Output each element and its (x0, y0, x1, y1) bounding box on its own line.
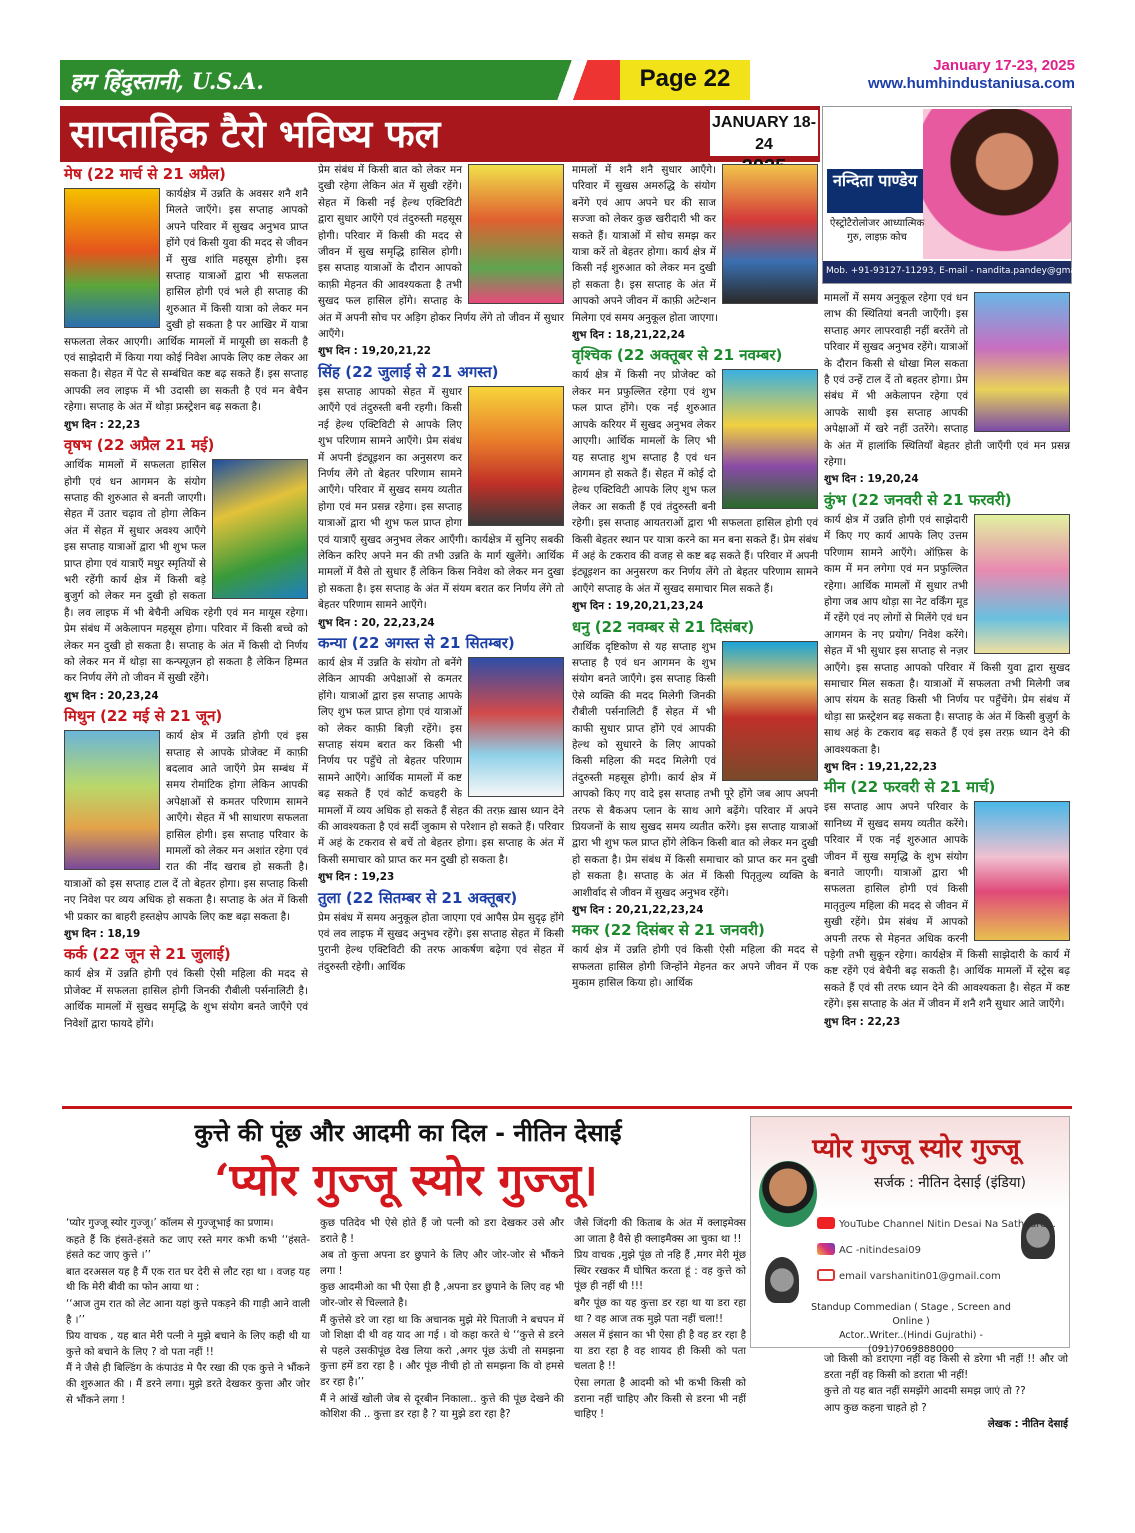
sign-mithun-shubh: शुभ दिन : 18,19 (64, 928, 141, 941)
sign-mithun-title: मिथुन (22 मई से 21 जून) (64, 707, 223, 726)
article-title: ‘प्योर गुज्जू स्योर गुज्जू। (214, 1155, 598, 1206)
author-name: नन्दिता पाण्डेय (827, 169, 923, 213)
sign-dhanu-text: आर्थिक दृष्टिकोण से यह सप्ताह शुभ सप्ताह है एवं धन आगमन के शुभ संयोग बनते जाएँगे। इस सप्ताह किसी ऐसे व्यक्ति की मदद मिलेगी जिनकी रौबीली पर्सनालिटी हैं सेहत में भी काफी सुधार प्राप्त होंगे एवं आपकी हेल्थ को सुधारने के लिए आपको किसी महिला की मदद मिलेगी एवं तंदुरुस्ती महसूस होगी। कार्य क्षेत्र में आपको किए गए वादे इस सप्ताह तभी पूरे होंगे जब आप अपनी तरफ से बैकअप प्लान के साथ आगे बढ़ेंगे। परिवार में अपने प्रियजनों के साथ सुखद समय व्यतीत करेंगे। इस सप्ताह यात्राओं द्वारा भी शुभ फल प्राप्त होंगे लेकिन किसी बात को लेकर मन दुखी हो सकता है। प्रेम संबंध में किसी समाचार को प्राप्त कर मन दुखी हो सकता है। सप्ताह के अंत में किसी पितृतुल्य व्यक्ति के आशीर्वाद से जीवन में सुखद अनुभव रहेंगे। (572, 640, 818, 899)
tarot-card-dhanu (722, 641, 818, 781)
article-para: प्रिय वाचक ,मुझे पूंछ तो नहि हैं ,मगर मेरी मूंछ स्थिर रखकर मैं घोषित करता हूं : वह कुत्ते को पूंछ ही नहीं थी !!! (574, 1250, 746, 1293)
article-para: असल में इंसान का भी ऐसा ही है वह डर रहा है या डरा रहा है वह शायद ही किसी को पता चलता है !! (574, 1330, 746, 1373)
sign-vrishabh-shubh: शुभ दिन : 20,23,24 (64, 689, 159, 702)
promo-instagram-text: AC -nitindesai09 (839, 1245, 921, 1256)
sign-kumbh-text: कार्य क्षेत्र में उन्नति होगी एवं साझेदारी में किए गए कार्य आपके लिए उत्तम परिणाम सामने आएँगे। ऑफ़िस के काम में मन लगेगा एवं मन प्रफुल्लित रहेगा। आर्थिक मामलों में सुधार तभी होगा जब आप थोड़ा सा नेट वर्किंग मूड में रहेंगे एवं नए लोगों से मिलेंगे एवं धन आगमन के नए प्रयोग/ निवेश करेंगे। सेहत में भी सुधार इस सप्ताह से नज़र आएँगे। इस सप्ताह आपको परिवार में किसी युवा द्वारा सुखद समाचार मिल सकता है। यात्राओं में सफलता तभी मिलेगी जब आप संयम के सतह किसी भी निर्णय पर पहुँचेंगे। प्रेम संबंध में थोड़ा सा फ्रस्ट्रेशन बढ़ सकता है। सप्ताह के अंत में किसी बुज़ुर्ग के साथ अहं के टकराव बढ़ सकते हैं एवं इस तरफ़ ध्यान देने की आवश्यकता है। (824, 513, 1070, 756)
column-1 (64, 162, 308, 1030)
author-photo (923, 109, 1071, 259)
article-para: आप कुछ कहना चाहते हो ? (824, 1402, 927, 1414)
article-para: कुछ पतिदेव भी ऐसे होते हैं जो पत्नी को डरा देखकर उसे और डराते है ! (320, 1218, 564, 1245)
article-para: मैं ने जैसे ही बिल्डिंग के कंपाउंड मे पैर रखा की एक कुत्ते ने भौंकने की शुरुआत की । मैं डरने लगा। मुझे डरते देखकर कुत्ता और जोर से भौंकने लगा ! (66, 1363, 310, 1406)
article-para: जैसे जिंदगी की किताब के अंत में क्लाइमेक्स आ जाता है वैसे ही क्लाइमैक्स आ चुका था !! (574, 1218, 746, 1245)
sign-kanya-shubh: शुभ दिन : 19,23 (318, 871, 395, 884)
article-para: कहते हैं कि हंसते-हंसते कट जाए रस्ते मगर कभी कभी ‘‘हंसते-हंसते कट जाए कुत्ते ।’’ (66, 1234, 310, 1262)
article-para: मैं कुत्तेसे डरे जा रहा था कि अचानक मुझे मेरे पिताजी ने बचपन में जो शिक्षा दी थी वह याद आ गई । वो कहा करते थे ‘‘कुत्ते से डरने से पहले उसकीपूंछ देख लिया करो ,अगर पूंछ ऊंची तो समझना कुत्ता हमें डरा रहा है । और पूंछ नीची हो तो समझना कि वो हमसे डर रहा है।’’ (320, 1314, 564, 1388)
tarot-card-kark (468, 164, 564, 304)
tarot-card-makar (974, 292, 1070, 432)
sign-mesh-title: मेष (22 मार्च से 21 अप्रैल) (64, 165, 226, 183)
tarot-card-kumbh (974, 514, 1070, 654)
brand-stripe (530, 60, 620, 100)
promo-title: प्योर गुज्जू स्योर गुज्जू (812, 1134, 1020, 1164)
article-column-3 (574, 1216, 746, 1516)
article-para: अब तो कुत्ता अपना डर छुपाने के लिए और जोर-जोर से भौंकने लगा ! (320, 1250, 564, 1277)
tarot-card-singh (468, 386, 564, 526)
sign-kanya-text: कार्य क्षेत्र में उन्नति के संयोग तो बनेंगे लेकिन आपकी अपेक्षाओं से कमतर होंगे। यात्राओं द्वारा इस सप्ताह आपके लिए शुभ फल प्राप्त होगा एवं यात्राओं को लेकर काफ़ी बिज़ी रहेंगे। इस सप्ताह संयम बरात कर किसी भी निर्णय पर पहुँचे तो बेहतर परिणाम सामने आएँगे। आर्थिक मामलों में कष्ट बढ़ सकते हैं एवं कोर्ट कचहरी के मामलों में व्यय अधिक हो सकते हैं सेहत की तरफ़ ख़ास ध्यान देने की आवश्यकता है एवं सर्दी जुकाम से परेशान हो सकते हैं। परिवार में अहं के टकराव से बचें तो बेहतर होगा। इस सप्ताह के अंत में किसी समाचार को प्राप्त कर मन दुखी हो सकता है। (318, 656, 564, 866)
article-headline: कुत्ते की पूंछ और आदमी का दिल - नीतिन देसाई (194, 1119, 622, 1147)
issue-info (868, 57, 1075, 93)
article-author: लेखक : नीतिन देसाई (987, 1419, 1068, 1431)
sign-makar-text: कार्य क्षेत्र में उन्नति होगी एवं किसी ऐसी महिला की मदद से सफलता हासिल होगी जिन्होंने मेहनत कर अपने जीवन में एक मुकाम हासिल किया हो। आर्थिक (572, 944, 818, 990)
sign-tula-text: प्रेम संबंध में समय अनुकूल होता जाएगा एवं आपैस प्रेम सुदृढ़ होंगे एवं लव लाइफ में सुखद अनुभव रहेंगे। इस सप्ताह सेहत में किसी पुरानी हेल्थ एक्टिविटी की तरफ आकर्षण बढ़ेगा एवं सेहत में तंदुरुस्ती रहेगी। आर्थिक (318, 911, 564, 973)
week-range: JANUARY 18-24 (711, 114, 817, 153)
tarot-card-kanya (468, 657, 564, 797)
sign-dhanu-title: धनु (22 नवम्बर से 21 दिसंबर) (572, 617, 755, 636)
sign-kark-title: कर्क (22 जून से 21 जुलाई) (64, 945, 231, 964)
promo-footer (811, 1301, 1011, 1357)
sign-tula-cont: मामलों में शनै शनै सुधार आएँगे। परिवार में सुखस अमरुद्धि के संयोग बनेंगे एवं आप अपने घर की साज सज्जा को लेकर कुछ खरीदारी भी कर सकते हैं। यात्राओं में सोच समझ कर यात्रा करें तो बेहतर होगा। कार्य क्षेत्र में किसी नई शुरुआत को लेकर मन दुखी हो सकता है। इस सप्ताह के अंत में आपको अपने जीवन में काफ़ी अटेन्शन मिलेगा एवं समय अनुकूल होता जाएगा। (572, 164, 718, 324)
article-para: मैं ने आंखें खोली जेब से दूरबीन निकाला.. कुत्ते की पूंछ देखने की कोशिश की .. कुत्ता डर रहा है ? या मुझे डरा रहा है? (320, 1393, 564, 1421)
tarot-card-tula (722, 164, 818, 304)
promo-footer-line1: Standup Commedian ( Stage , Screen and Online ) (811, 1302, 1011, 1327)
article-para: बगैर पूंछ का यह कुत्ता डर रहा था या डरा रहा था ? वह आज तक मुझे पता नहीं चला!! (574, 1297, 746, 1325)
sign-mithun-text: कार्य क्षेत्र में उन्नति होगी एवं इस सप्ताह से आपके प्रोजेक्ट में काफ़ी बदलाव आते जाएँगे प्रेम सम्बंध में समय रोमांटिक होगा लेकिन आपकी अपेक्षाओं से कमतर परिणाम सामने आएँगे। सेहत में भी साधारण सफलता हासिल होगी। इस सप्ताह परिवार के मामलों को लेकर मन अशांत रहेगा एवं रात की नींद खराब हो सकती है। यात्राओं को इस सप्ताह टाल दें तो बेहतर होगा। इस सप्ताह किसी नए निवेश पर व्यय अधिक हो सकता है। सप्ताह के अंत में किसी भी प्रकार का बाहरी हस्तक्षेप आपके लिए कष्ट बढ़ा सकता है। (64, 730, 308, 923)
sign-vrishabh-title: वृषभ (22 अप्रैल 21 मई) (64, 436, 215, 455)
sign-tula-shubh: शुभ दिन : 18,21,22,24 (572, 329, 686, 342)
article-column-1 (66, 1216, 310, 1516)
promo-email[interactable] (817, 1269, 1001, 1282)
column-3 (572, 162, 818, 1109)
sign-singh-title: सिंह (22 जुलाई से 21 अगस्त) (318, 362, 499, 381)
sign-singh-text: इस सप्ताह आपको सेहत में सुधार आएँगे एवं तंदुरुस्ती बनी रहगी। किसी नई हेल्थ एक्टिविटी से आपके लिए शुभ परिणाम सामने आएँगे। प्रेम संबंध में अपनी इंट्यूइशन का अनुसरण कर निर्णय लेंगे तो बेहतर परिणाम सामने आएँगे। परिवार में सुखद समय व्यतीत होगा एवं मन प्रसन्न रहेगा। इस सप्ताह यात्राओं द्वारा भी शुभ फल प्राप्त होगा एवं यात्राएँ सुखद अनुभव लेकर आएँगी। कार्यक्षेत्र में सुनिए सबकी लेकिन करिए अपने मन की तभी उन्नति के मार्ग खुलेंगे। आर्थिक मामलों में वैसे तो सुधार हैं लेकिन किस निवेश को लेकर मन दुखा हो सकता है। इस सप्ताह के अंत में संयम बरात कर निर्णय लेंगे तो बेहतर परिणाम सामने आएँगे। (318, 385, 564, 612)
article-para: ‘प्योर गुज्जू स्योर गुज्जू।’ कॉलम से गुज्जूभाई का प्रणाम। (66, 1218, 274, 1229)
website-link[interactable]: www.humhindustaniusa.com (868, 75, 1075, 92)
sign-mesh-text: कार्यक्षेत्र में उन्नति के अवसर शनै शनै मिलते जाएँगे। इस सप्ताह आपको अपने परिवार में सुखद अनुभव प्राप्त होंगे एवं किसी युवा की मदद से जीवन में सुख शांति महसूस होगी। इस सप्ताह यात्राओं द्वारा भी सफलता हासिल होगी एवं भले ही सप्ताह की शुरुआत में किसी यात्रा को लेकर मन दुखी हो सकता है पर आखिर में यात्रा सफलता लेकर आएगी। आर्थिक मामलों में मायूसी छा सकती है एवं साझेदारी में किया गया कोई निवेश आपके लिए कष्ट लेकर आ सकता है। सेहत में पेट से सम्बंधित कष्ट बढ़ सकते हैं। इस सप्ताह आपकी लव लाइफ में भी उदासी छा सकती है एवं मन बेचैन रहेगा। सप्ताह के अंत में थोड़ा फ्रस्ट्रेशन बढ़ सकता है। (64, 188, 308, 414)
promo-youtube-text: YouTube Channel Nitin Desai Na Sathvare .. (839, 1219, 1056, 1230)
sign-tula-title: तुला (22 सितम्बर से 21 अक्तूबर) (318, 888, 518, 907)
article-para: कुत्ते तो यह बात नहीं समझेंगे आदमी समझ जाएं तो ?? (824, 1386, 1026, 1398)
microphone-icon (765, 1257, 799, 1303)
sign-meen-title: मीन (22 फरवरी से 21 मार्च) (824, 778, 996, 797)
article-para: कुछ आदमीओ का भी ऐसा ही है ,अपना डर छुपाने के लिए वह भी जोर-जोर से चिल्लाते है। (320, 1282, 564, 1309)
gmail-icon (817, 1269, 835, 1281)
sign-kark-shubh: शुभ दिन : 19,20,21,22 (318, 345, 432, 358)
promo-email-text: email varshanitin01@gmail.com (839, 1271, 1001, 1282)
sign-vrishabh-text: आर्थिक मामलों में सफलता हासिल होगी एवं धन आगमन के संयोग सप्ताह की शुरुआत से बनती जाएगी। सेहत में उतार चढ़ाव तो होगा लेकिन अंत में सेहत में सुधार अवश्य आएँगे इस सप्ताह यात्राओं द्वारा भी शुभ फल प्राप्त होगा एवं यात्राएँ मधुर स्मृतियों से भरी रहेंगी कार्य क्षेत्र में किसी बड़े बुजुर्ग को लेकर मन दुखी हो सकता है। लव लाइफ में भी बेचैनी अधिक रहेगी एवं मन मायूस रहेगा। प्रेम संबंध में अकेलापन महसूस होगा। परिवार में किसी बच्चे को लेकर मन दुखी हो सकता है। सप्ताह के अंत में किसी दो निर्णय को लेकर मन में थोड़ा सा कन्फ्यूज़न हो सकता है लेकिन हिम्मत कर निर्णय लेंगे तो जीवन में सुखी रहेंगे। (64, 459, 308, 685)
author-role: ऐस्ट्रोटैरोलोजर आध्यात्मिक गुरु, लाइफ़ कोच (829, 218, 925, 243)
sign-kumbh-shubh: शुभ दिन : 19,21,22,23 (824, 760, 938, 773)
sign-makar-title: मकर (22 दिसंबर से 21 जनवरी) (572, 921, 765, 940)
section-title-bar (60, 106, 820, 162)
promo-creator: सर्जक : नीतिन देसाई (इंडिया) (874, 1175, 1026, 1191)
sign-kumbh-title: कुंभ (22 जनवरी से 21 फरवरी) (824, 490, 1012, 509)
header-bar (60, 57, 1075, 100)
promo-instagram[interactable] (817, 1243, 921, 1256)
article-para: बात दरअसल यह है मैं एक रात घर देरी से लौट रहा था । वजह यह थी कि मेरी बीवी का फोन आया था : (66, 1266, 310, 1294)
tarot-card-meen (974, 801, 1070, 941)
sign-singh-shubh: शुभ दिन : 20, 22,23,24 (318, 616, 435, 629)
promo-footer-line2: Actor..Writer..(Hindi Gujrathi) - (091)7069888000 (839, 1330, 983, 1355)
sign-kark-text: कार्य क्षेत्र में उन्नति होगी एवं किसी ऐसी महिला की मदद से प्रोजेक्ट में सफलता हासिल होगी जिनकी रौबीली पर्सनालिटी है। आर्थिक मामलों में सुखद समृद्धि के शुभ संयोग बनते जाएँगे एवं निवेशों द्वारा फायदे होंगे। (64, 968, 308, 1030)
sign-meen-shubh: शुभ दिन : 22,23 (824, 1015, 901, 1028)
column-2 (318, 162, 564, 1109)
sign-meen-text: इस सप्ताह आप अपने परिवार के सानिध्य में सुखद समय व्यतीत करेंगे। परिवार में एक नई शुरुआत आपके जीवन में सुख समृद्धि के शुभ संयोग बनाते जाएगी। यात्राओं द्वारा भी सफलता हासिल होगी एवं किसी मातृतुल्य महिला की मदद से जीवन में सुखी रहेंगे। प्रेम संबंध में आपको अपनी तरफ से मेहनत अधिक करनी पड़ेगी तभी सुकून रहेगा। कार्यक्षेत्र में किसी साझेदारी के कार्य में कष्ट रहेंगे एवं बेचैनी बढ़ सकती है। आर्थिक मामलों में स्ट्रेस बढ़ सकते हैं एवं सी तरफ ध्यान देने की आवश्यकता है। सेहत में कष्ट रहेंगे। इस सप्ताह के अंत में जीवन में शनै शनै सुधार आते जाएँगे। (824, 801, 1070, 1011)
sign-kark-cont: प्रेम संबंध में किसी बात को लेकर मन दुखी रहेगा लेकिन अंत में सुखी रहेंगे। सेहत में किसी नई हेल्थ एक्टिविटी द्वारा सुधार आएँगे एवं तंदुरुस्ती महसूस होगी। परिवार में किसी की मदद से जीवन में सुख समृद्धि हासिल होगी। इस सप्ताह यात्राओं के दौरान आपको काफ़ी मेहनत की आवश्यकता है तभी सुखद फल हासिल होंगे। सप्ताह के अंत में अपनी सोच पर अड़िग होकर निर्णय लेंगे तो जीवन में सुधार आएँगे। (318, 164, 564, 341)
column-4 (824, 290, 1070, 1110)
author-contact: Mob. +91-93127-11293, E-mail - nandita.pandey@gmail.com (823, 261, 1071, 283)
sign-vrishchik-shubh: शुभ दिन : 19,20,21,23,24 (572, 600, 704, 613)
tarot-card-mesh (64, 188, 160, 328)
promo-box (750, 1116, 1070, 1355)
section-title: साप्ताहिक टैरो भविष्य फल (70, 111, 441, 156)
tarot-card-vrishabh (212, 459, 308, 599)
sign-vrishchik-title: वृश्चिक (22 अक्तूबर से 21 नवम्बर) (572, 346, 783, 365)
sign-makar-shubh: शुभ दिन : 19,20,24 (824, 473, 919, 486)
article-column-4 (824, 1352, 1068, 1512)
page-number: Page 22 (620, 60, 750, 100)
week-box (708, 108, 820, 158)
article-para: प्रिय वाचक , यह बात मेरी पत्नी ने मुझे बचाने के लिए कही थी या कुत्ते को बचाने के लिए ? वो पता नहीं !! (66, 1331, 310, 1358)
author-profile (822, 106, 1103, 284)
section-divider (62, 1106, 1072, 1109)
article-column-2 (320, 1216, 564, 1516)
issue-date: January 17-23, 2025 (933, 57, 1075, 74)
brand-name: हम हिंदुस्तानी, U.S.A. (60, 60, 565, 100)
promo-person-photo (759, 1161, 817, 1227)
sign-makar-cont: मामलों में समय अनुकूल रहेगा एवं धन लाभ की स्थितियां बनती जाएँगी। इस सप्ताह अगर लापरवाही नहीं बरतेंगे तो परिवार में सुखद अनुभव रहेंगे। यात्राओं के दौरान किसी से धोखा मिल सकता है एवं उन्हें टाल दें तो बहतर होगा। प्रेम संबंध में भी अकेलापन रहेगा एवं आपके साथी इस सप्ताह आपकी अपेक्षाओं में खरे नहीं उतरेंगे। सप्ताह के अंत में हालांकि स्थितियाँ बेहतर होती जाएँगी एवं मन प्रसन्न रहेगा। (824, 292, 1070, 469)
sign-mesh-shubh: शुभ दिन : 22,23 (64, 418, 141, 431)
tarot-card-mithun (64, 730, 160, 870)
tarot-card-vrishchik (722, 369, 818, 509)
sign-kanya-title: कन्या (22 अगस्त से 21 सितम्बर) (318, 633, 515, 652)
promo-youtube[interactable] (817, 1217, 1056, 1230)
article-para: जो किसी को डराएगा नहीं वह किसी से डरेगा भी नहीं !! और जो डरता नहीं वह किसी को डराता भी नहीं! (824, 1354, 1068, 1381)
youtube-icon (817, 1217, 835, 1229)
sign-vrishchik-text: कार्य क्षेत्र में किसी नए प्रोजेक्ट को लेकर मन प्रफुल्लित रहेगा एवं शुभ फल प्राप्त होंगे। एक नई शुरुआत आपके करियर में सुखद अनुभव लेकर आएगी। आर्थिक मामलों के लिए भी यह सप्ताह शुभ सप्ताह है एवं धन आगमन हो सकते हैं। सेहत में कोई दो हेल्थ एक्टिविटी आपके लिए शुभ फल लेकर आ सकती हैं एवं तंदुरुस्ती बनी रहेगी। इस सप्ताह आयतराओं द्वारा भी सफलता हासिल होगी एवं किसी बेहतर स्थान पर यात्रा करने का मन बना सकते हैं। प्रेम संबंध में अहं के टकराव की वजह से कष्ट बढ़ सकते हैं। परिवार में अपनी इंट्यूइशन का अनुसरण कर निर्णय लेंगे तो बेहतर परिणाम सामने आएँगे सप्ताह के अंत में सुखद समाचार मिल सकते हैं। (572, 369, 818, 595)
article-para: ऐसा लगता है आदमी को भी कभी किसी को डराना नहीं चाहिए और किसी से डरना भी नहीं चाहिए ! (574, 1377, 746, 1421)
instagram-icon (817, 1243, 835, 1255)
article-para: ‘‘आज तुम रात को लेट आना यहां कुत्ते पकड़ने की गाड़ी आने वाली है ।’’ (66, 1298, 310, 1326)
sign-dhanu-shubh: शुभ दिन : 20,21,22,23,24 (572, 904, 704, 917)
